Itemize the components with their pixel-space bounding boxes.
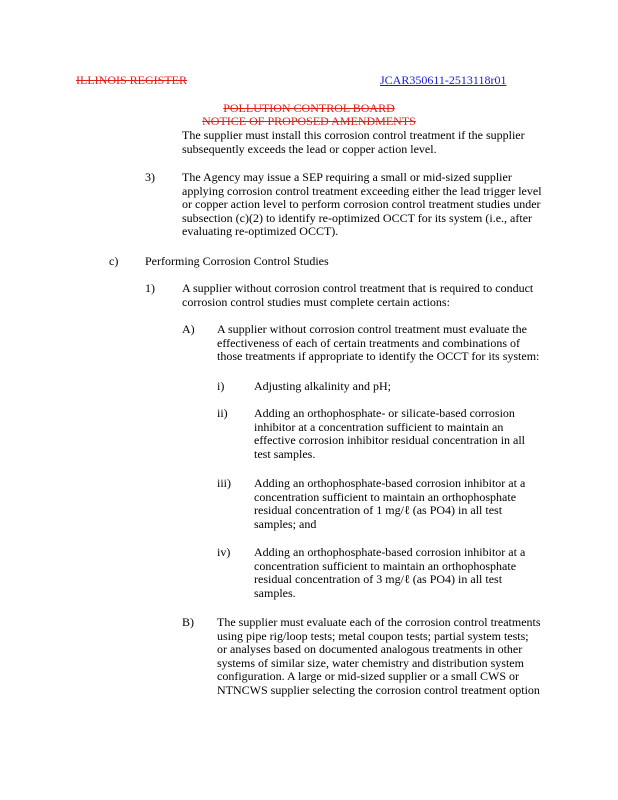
item-ii-label: ii): [217, 406, 228, 420]
item-3-paragraph: The Agency may issue a SEP requiring a small or mid-sized supplier applying corrosion control treatment exceeding either the lead trigger level or copper action level to perform corrosion control treatment studies under subsection (c)(2) to identify re-optimized OCCT for its system (i.e., after evaluating re-optimized OCCT).: [182, 170, 542, 238]
item-3-label: 3): [145, 170, 155, 184]
item-iv-label: iv): [217, 545, 231, 559]
section-c-heading: Performing Corrosion Control Studies: [145, 254, 329, 268]
header-title-1: POLLUTION CONTROL BOARD: [223, 101, 395, 115]
item-B-label: B): [182, 615, 194, 629]
intro-paragraph: The supplier must install this corrosion control treatment if the supplier subsequently exceeds the lead or copper action level.: [182, 128, 525, 156]
item-i-paragraph: Adjusting alkalinity and pH;: [254, 379, 391, 393]
header-document-id[interactable]: JCAR350611-2513118r01: [380, 73, 507, 87]
header-left: ILLINOIS REGISTER: [76, 73, 187, 87]
item-i-label: i): [217, 379, 225, 393]
item-iv-paragraph: Adding an orthophosphate-based corrosion inhibitor at a concentration sufficient to maintain an orthophosphate residual concentration of 3 mg/ℓ (as PO4) in all test samples.: [254, 545, 526, 600]
item-iii-paragraph: Adding an orthophosphate-based corrosion inhibitor at a concentration sufficient to maintain an orthophosphate residual concentration of 1 mg/ℓ (as PO4) in all test samples; and: [254, 476, 526, 531]
item-A-paragraph: A supplier without corrosion control treatment must evaluate the effectiveness of each of certain treatments and combinations of those treatments if appropriate to identify the OCCT for its system:: [217, 322, 540, 363]
section-c-label: c): [109, 254, 119, 268]
item-A-label: A): [182, 322, 195, 336]
item-c1-paragraph: A supplier without corrosion control treatment that is required to conduct corrosion control studies must complete certain actions:: [182, 281, 534, 309]
item-B-paragraph: The supplier must evaluate each of the corrosion control treatments using pipe rig/loop tests; metal coupon tests; partial system tests; or analyses based on documented analogous treatments in other systems of similar size, water chemistry and distribution system configuration. A large or mid-sized supplier or a small CWS or NTNCWS supplier selecting the corrosion control treatment option: [217, 615, 541, 697]
item-ii-paragraph: Adding an orthophosphate- or silicate-based corrosion inhibitor at a concentration sufficient to maintain an effective corrosion inhibitor residual concentration in all test samples.: [254, 406, 526, 461]
item-c1-label: 1): [145, 281, 155, 295]
item-iii-label: iii): [217, 476, 231, 490]
header-title-2: NOTICE OF PROPOSED AMENDMENTS: [202, 114, 416, 128]
